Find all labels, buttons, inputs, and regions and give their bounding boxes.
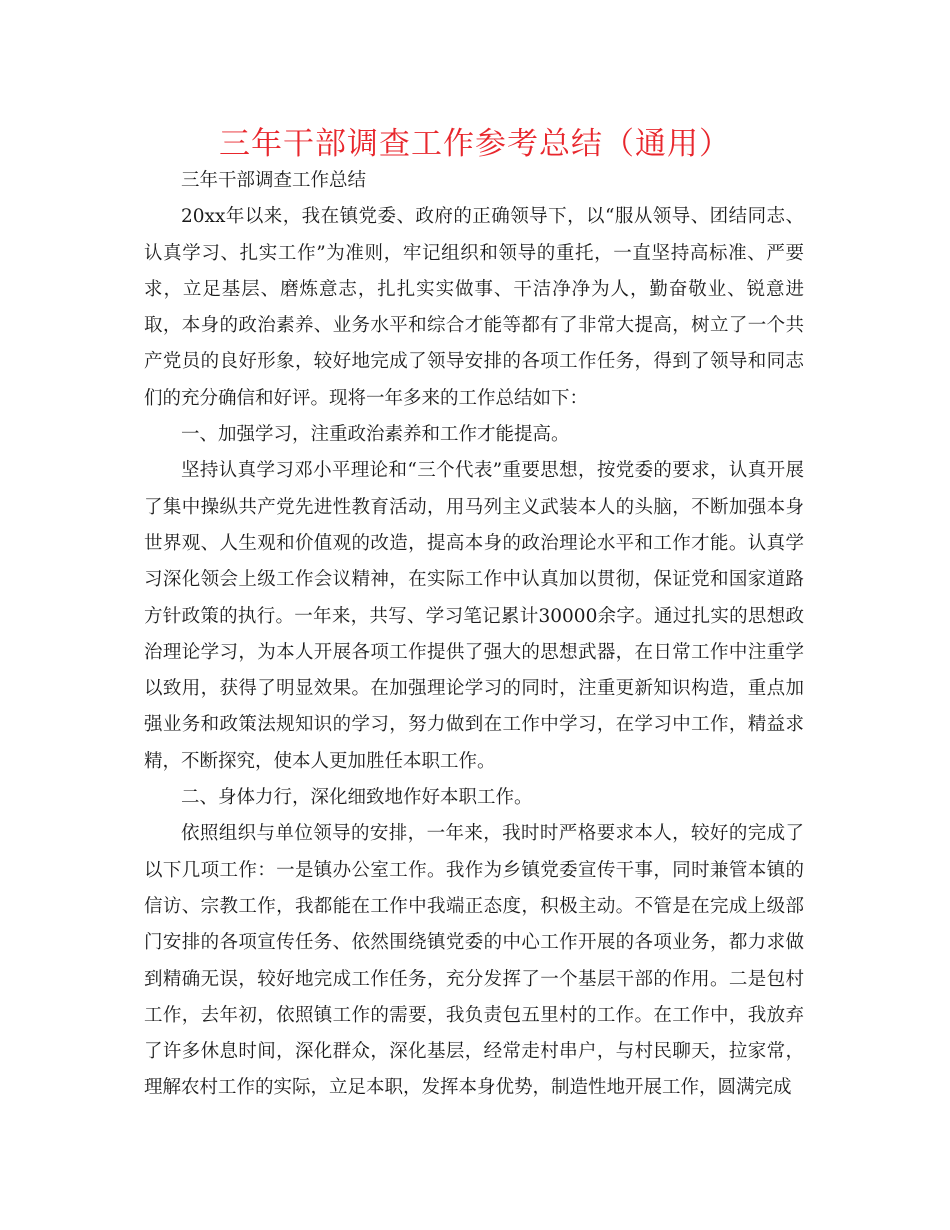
section-paragraph-2: 依照组织与单位领导的安排，一年来，我时时严格要求本人，较好的完成了以下几项工作：一是镇办公室工作。我作为乡镇党委宣传干事，同时兼管本镇的信访、宗教工作，我都能在工作中我端正态度，积极主动。不管是在完成上级部门安排的各项宣传任务、依然围绕镇党委的中心工作开展的各项业务，都力求做到精确无误，较好地完成工作任务，充分发挥了一个基层干部的作用。二是包村工作，去年初，依照镇工作的需要，我负责包五里村的工作。在工作中，我放弃了许多休息时间，深化群众，深化基层，经常走村串户，与村民聊天，拉家常，理解农村工作的实际，立足本职，发挥本身优势，制造性地开展工作，圆满完成 [144,823,804,1099]
section-heading-2: 二、身体力行，深化细致地作好本职工作。 [181,787,533,809]
section-paragraph-1: 坚持认真学习邓小平理论和“三个代表”重要思想，按党委的要求，认真开展了集中操纵共产党先进性教育活动，用马列主义武装本人的头脑，不断加强本身世界观、人生观和价值观的改造，提高本身的政治理论水平和工作才能。认真学习深化领会上级工作会议精神，在实际工作中认真加以贯彻，保证党和国家道路方针政策的执行。一年来，共写、学习笔记累计30000余字。通过扎实的思想政治理论学习，为本人开展各项工作提供了强大的思想武器，在日常工作中注重学以致用，获得了明显效果。在加强理论学习的同时，注重更新知识构造，重点加强业务和政策法规知识的学习，努力做到在工作中学习，在学习中工作，精益求精，不断探究，使本人更加胜任本职工作。 [144,460,804,772]
subtitle-line: 三年干部调查工作总结 [181,170,367,191]
document-title: 三年干部调查工作参考总结（通用） [219,126,731,162]
document-body [144,163,804,1107]
intro-paragraph: 20xx年以来，我在镇党委、政府的正确领导下，以“服从领导、团结同志、认真学习、扎实工作”为准则，牢记组织和领导的重托，一直坚持高标准、严要求，立足基层、磨炼意志，扎扎实实做事、干洁净净为人，勤奋敬业、锐意进取，本身的政治素养、业务水平和综合才能等都有了非常大提高，树立了一个共产党员的良好形象，较好地完成了领导安排的各项工作任务，得到了领导和同志们的充分确信和好评。现将一年多来的工作总结如下： [144,206,804,409]
section-heading-1: 一、加强学习，注重政治素养和工作才能提高。 [181,424,570,446]
